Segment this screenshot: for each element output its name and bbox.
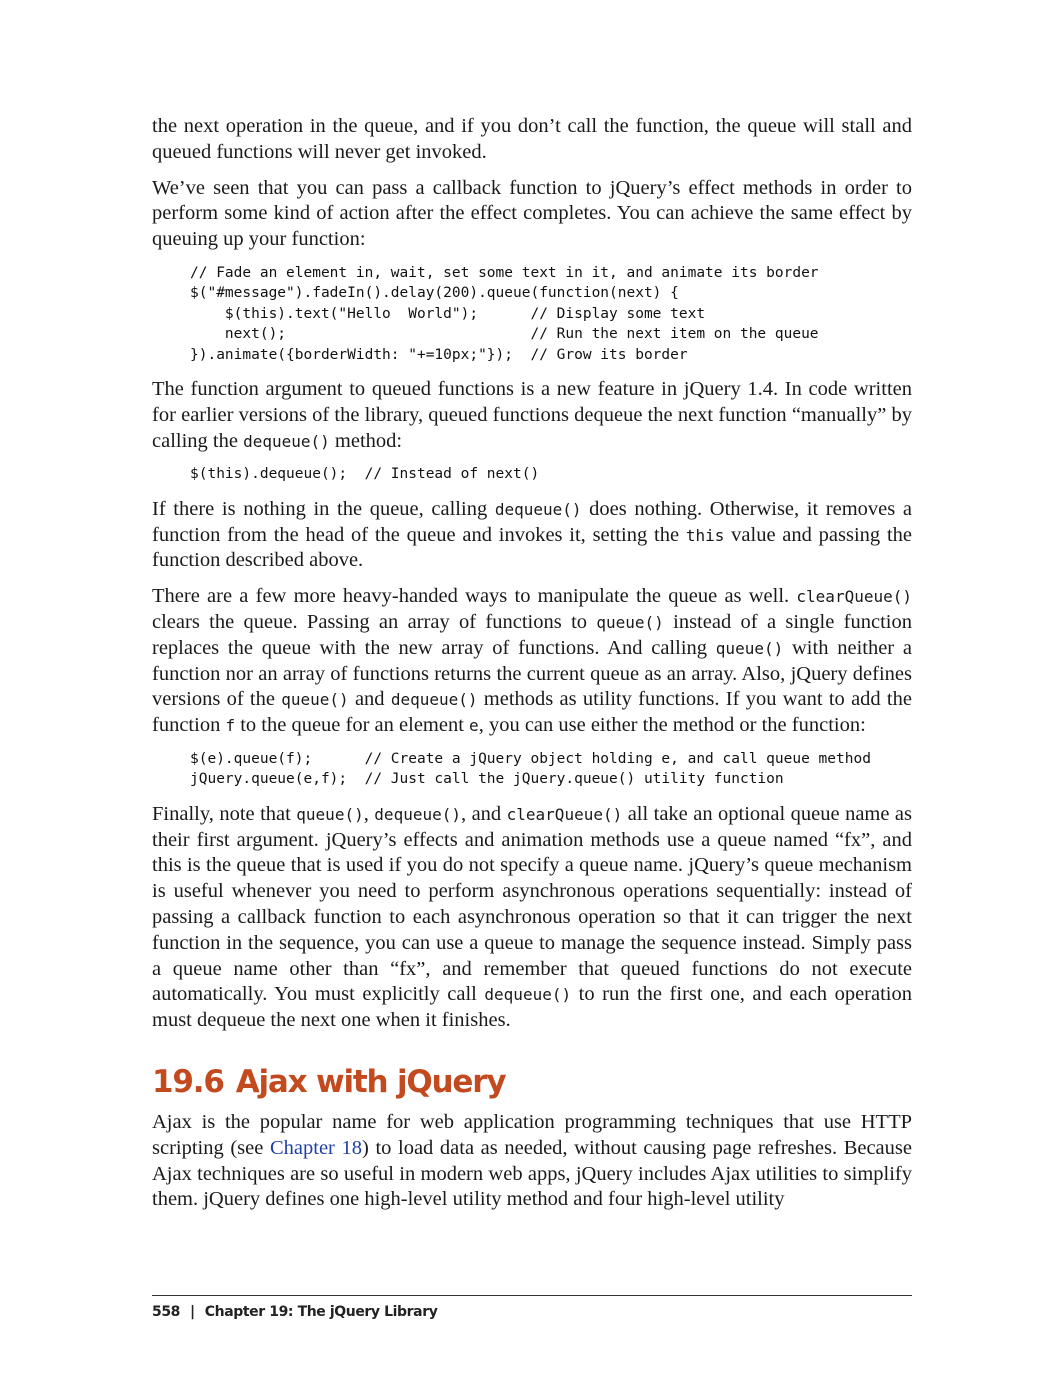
paragraph-text: , (363, 802, 375, 825)
paragraph-callback-intro (152, 176, 912, 253)
page-content (152, 114, 912, 1223)
inline-code: queue() (296, 804, 364, 824)
paragraph-text: We’ve seen that you can pass a callback function to jQuery’s effect methods in order to perform some kind of action after the effect completes. You can achieve the same effect by queuing up your function: (152, 176, 912, 251)
footer-chapter-title: Chapter 19: The jQuery Library (204, 1304, 438, 1320)
paragraph-text: to the queue for an element (235, 714, 470, 737)
inline-code: this (685, 525, 725, 545)
paragraph-text: method: (329, 429, 403, 452)
inline-code: dequeue() (374, 804, 461, 824)
paragraph-text: with neither a function nor an array of functions returns the current queue as an array. Also, jQuery defines versions of the (152, 636, 912, 711)
paragraph-text: clears the queue. Passing an array of functions to (152, 611, 597, 633)
paragraph-text: , you can use either the method or the function: (478, 714, 866, 737)
chapter-18-link[interactable]: Chapter 18 (269, 1136, 362, 1159)
paragraph-dequeue-behavior (152, 497, 912, 574)
code-block-queue-example: // Fade an element in, wait, set some text in it, and animate its border $("#message").fadeIn().delay(200).queue(function(next) { $(this).text("Hello World"); // Display some text next(); // Run the next item on the queue }).animate({borderWidth: "+=10px;"}); // Grow its border (190, 264, 819, 363)
inline-code: queue() (715, 638, 784, 658)
paragraph-text: to run the first one, and each operation must dequeue the next one when it finishes. (152, 983, 912, 1032)
paragraph-text: all take an optional queue name as their first argument. jQuery’s effects and animation methods use a queue named “fx”, and this is the queue that is used if you do not specify a queue name. jQuery’s queue mechanism is useful whenever you need to perform asynchronous operations sequentially: instead of passing a callback function to each asynchronous operation so that it can trigger the next function in the sequence, you can use a queue to manage the sequence instead. Simply pass a queue name other than “fx”, and remember that queued functions do not execute automatically. You must explicitly call (152, 802, 912, 1006)
paragraph-text: If there is nothing in the queue, calling (152, 497, 495, 520)
inline-code: dequeue() (484, 985, 572, 1005)
paragraph-function-argument (152, 377, 912, 454)
paragraph-text: Ajax is the popular name for web application programming techniques that use HTTP scripting (see (152, 1110, 912, 1159)
code-block-queue-utility: $(e).queue(f); // Create a jQuery object holding e, and call queue method jQuery.queue(e,f); // Just call the jQuery.queue() utility function (190, 750, 871, 788)
paragraph-text: the next operation in the queue, and if you don’t call the function, the queue will stall and queued functions will never get invoked. (152, 115, 912, 163)
paragraph-queue-manipulation (152, 584, 912, 739)
paragraph-text: value and passing the function described above. (152, 523, 912, 572)
paragraph-ajax-intro (152, 1110, 912, 1213)
inline-code: clearQueue() (506, 804, 623, 824)
paragraph-text: methods as utility functions. If you want to add the function (152, 688, 912, 737)
paragraph-text: and (348, 688, 391, 711)
page-footer (152, 1295, 912, 1320)
paragraph-text: The function argument to queued functions is a new feature in jQuery 1.4. In code written for earlier versions of the library, queued functions dequeue the next function “manually” by calling the (152, 378, 912, 452)
paragraph-queue-names (152, 802, 912, 1034)
inline-code: queue() (596, 613, 664, 632)
page-number: 558 (152, 1304, 181, 1320)
section-title: Ajax with jQuery (235, 1063, 506, 1100)
paragraph-text: There are a few more heavy-handed ways to manipulate the queue as well. (152, 585, 797, 608)
paragraph-text: Finally, note that (152, 802, 297, 825)
paragraph-text: , and (461, 802, 507, 825)
section-heading (152, 1060, 912, 1104)
paragraph-text: does nothing. Otherwise, it removes a function from the head of the queue and invokes it, setting the (152, 497, 912, 546)
code-block-dequeue: $(this).dequeue(); // Instead of next() (190, 466, 540, 483)
paragraph-text: ) to load data as needed, without causing page refreshes. Because Ajax techniques are so useful in modern web apps, jQuery includes Ajax utilities to simplify them. jQuery defines one high-level utility method and four high-level utility (152, 1136, 912, 1211)
paragraph-text: instead of a single function replaces the queue with the new array of functions. And calling (152, 611, 912, 659)
section-number: 19.6 (152, 1063, 224, 1100)
inline-code: clearQueue() (796, 587, 912, 607)
inline-code: e (469, 716, 479, 736)
inline-code: queue() (281, 690, 349, 710)
paragraph-queue-stall (152, 114, 912, 166)
inline-code: dequeue() (494, 499, 582, 519)
footer-separator: | (190, 1304, 195, 1320)
inline-code: dequeue() (243, 431, 330, 451)
inline-code: f (225, 716, 236, 736)
inline-code: dequeue() (390, 690, 478, 710)
